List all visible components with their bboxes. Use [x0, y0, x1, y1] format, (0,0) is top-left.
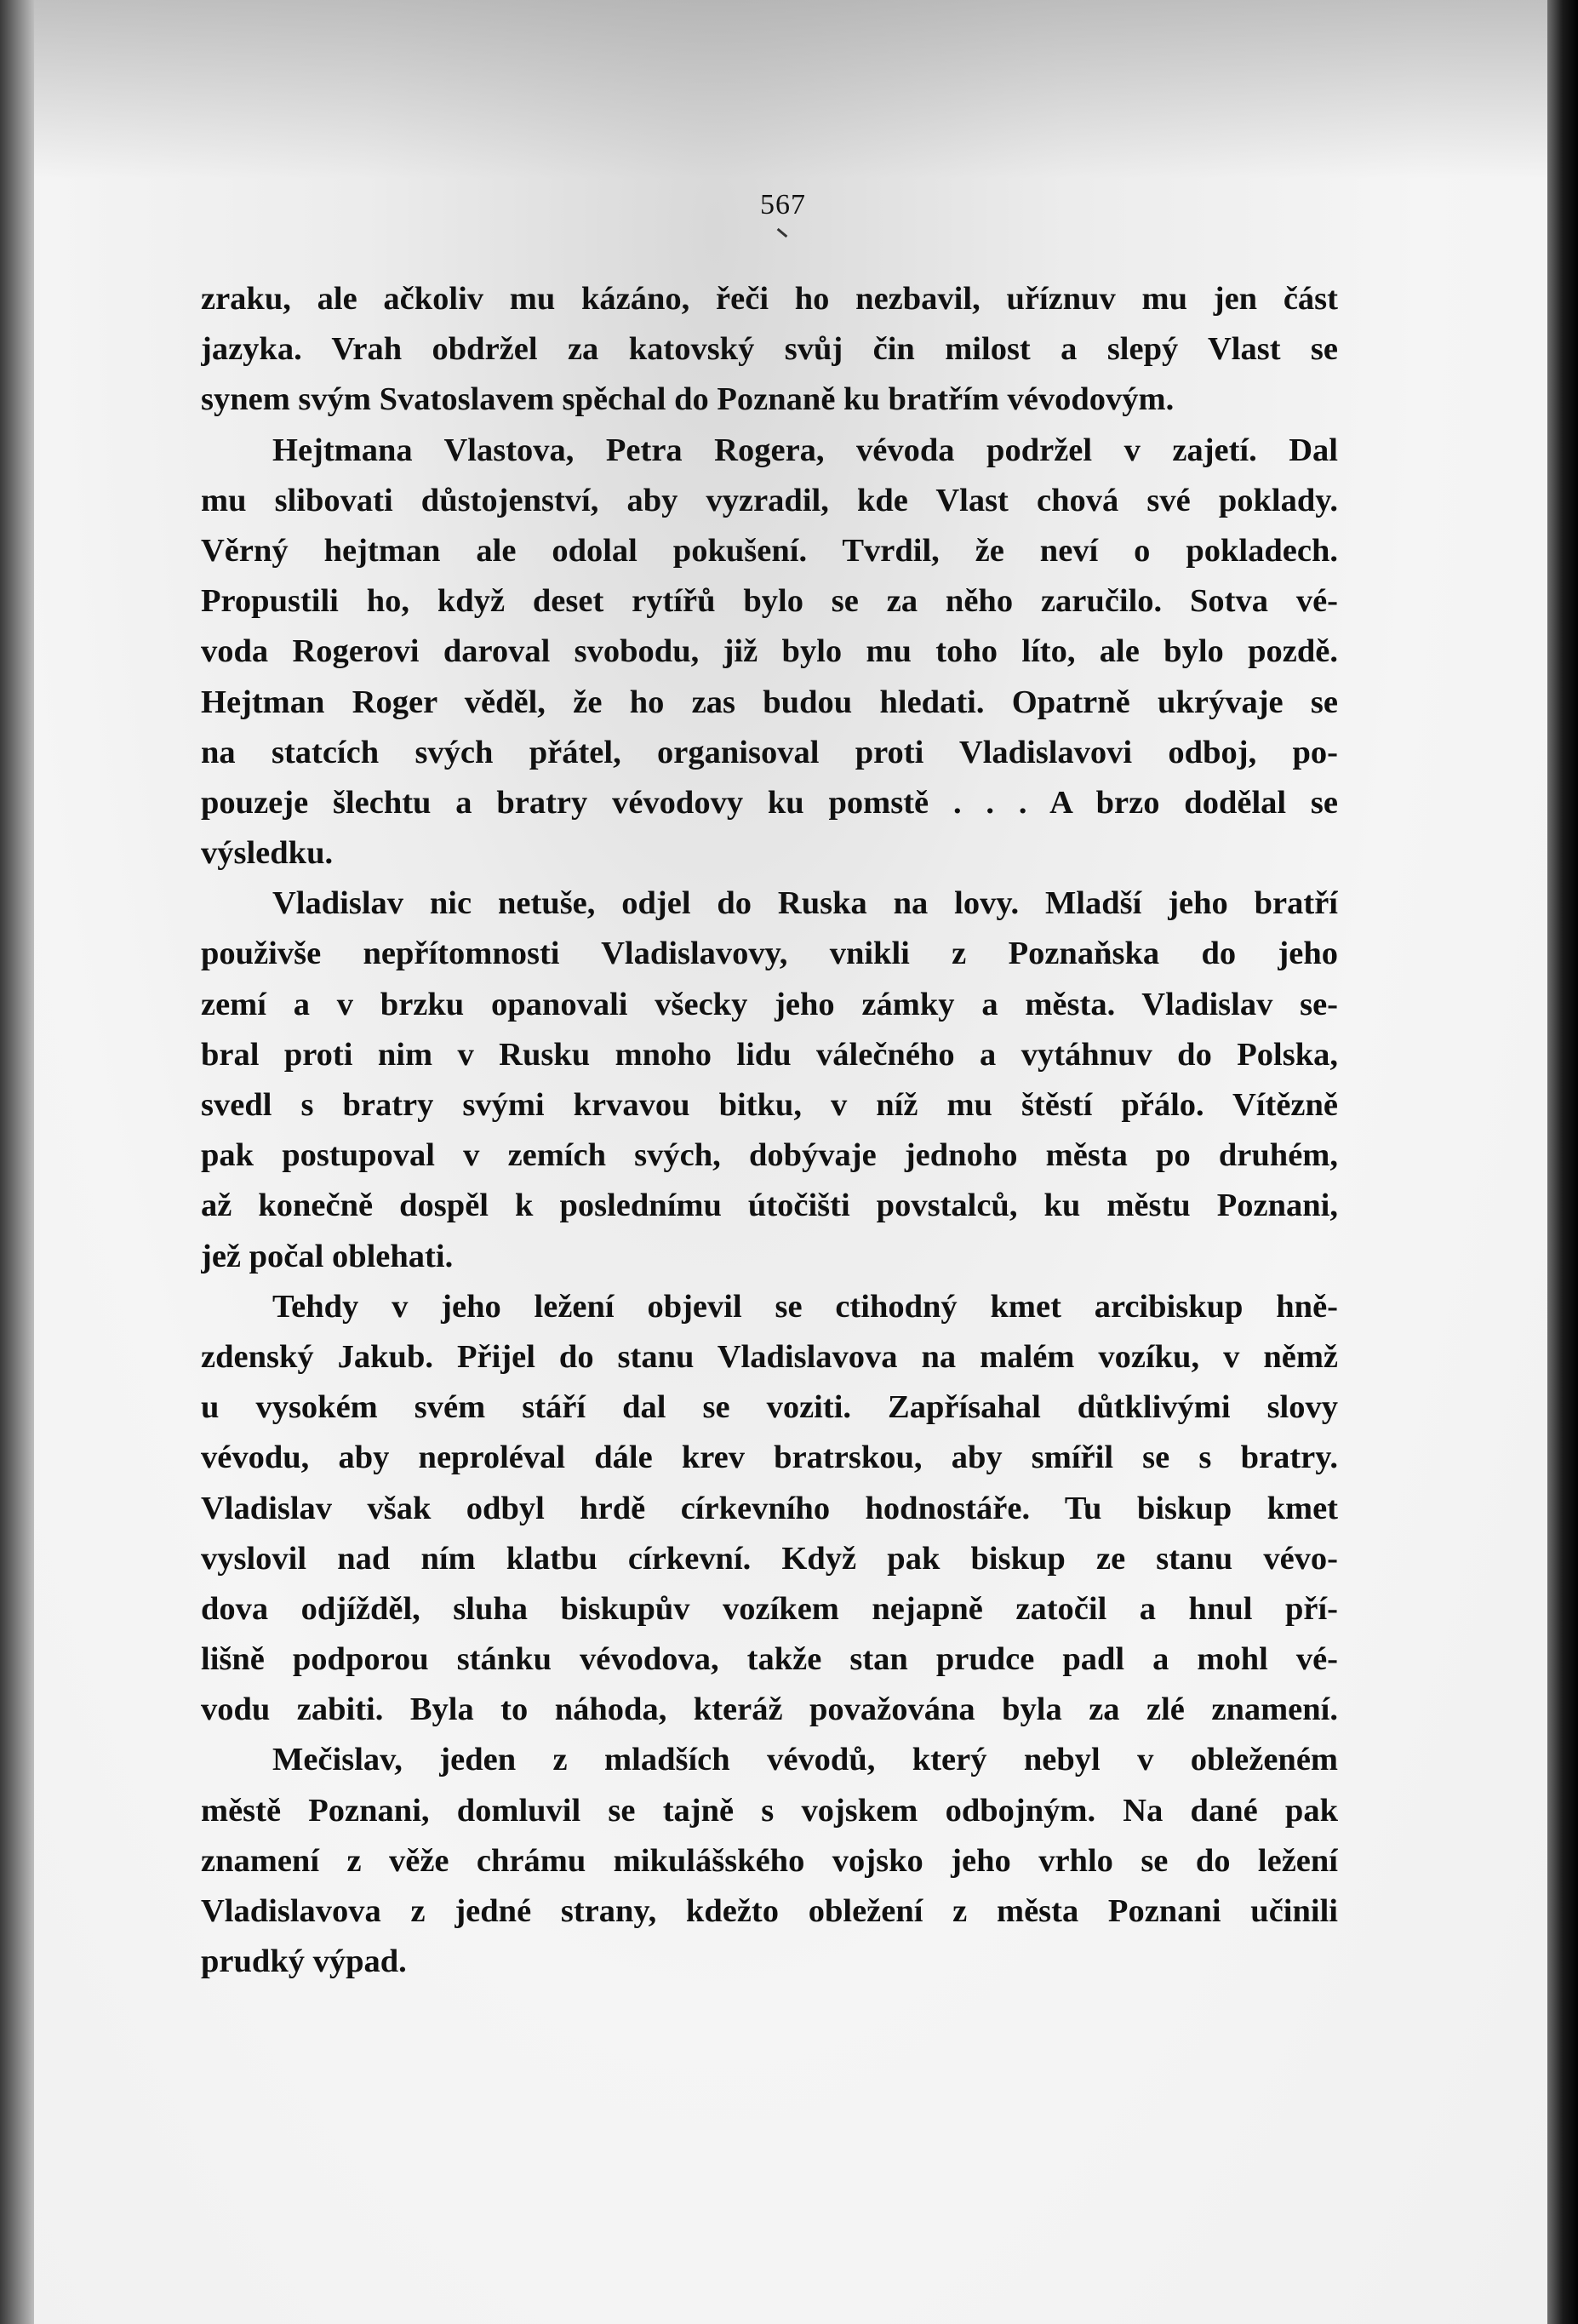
body-text — [201, 274, 1338, 1987]
book-page — [34, 0, 1547, 2324]
text-line: zraku, ale ačkoliv mu kázáno, řeči ho nezbavil, uříznuv mu jen část — [201, 281, 1338, 317]
text-line: použivše nepřítomnosti Vladislavovy, vnikli z Poznaňska do jeho — [201, 936, 1338, 972]
page-top-shade — [34, 0, 1547, 179]
text-line: u vysokém svém stáří dal se voziti. Zapřísahal důtklivými slovy — [201, 1389, 1338, 1426]
text-line: jež počal oblehati. — [201, 1238, 454, 1274]
text-line: Hejtman Roger věděl, že ho zas budou hledati. Opatrně ukrývaje se — [201, 684, 1338, 720]
text-line: Tehdy v jeho ležení objevil se ctihodný kmet arcibiskup hně- — [272, 1288, 1338, 1325]
text-line: Vladislav však odbyl hrdě církevního hodnostáře. Tu biskup kmet — [201, 1490, 1338, 1526]
text-line: pouzeje šlechtu a bratry vévodovy ku pomstě . . . A brzo dodělal se — [201, 784, 1338, 821]
text-line: městě Poznani, domluvil se tajně s vojskem odbojným. Na dané pak — [201, 1792, 1338, 1829]
page-number: 567 — [760, 189, 806, 220]
text-line: znamení z věže chrámu mikulášského vojsko jeho vrhlo se do ležení — [201, 1842, 1338, 1879]
text-line: pak postupoval v zemích svých, dobývaje jednoho města po druhém, — [201, 1137, 1338, 1174]
text-line: Hejtmana Vlastova, Petra Rogera, vévoda podržel v zajetí. Dal — [272, 432, 1338, 468]
scan-edge-right — [1547, 0, 1578, 2324]
text-line: dova odjížděl, sluha biskupův vozíkem nejapně zatočil a hnul pří- — [201, 1590, 1338, 1627]
text-line: bral proti nim v Rusku mnoho lidu válečného a vytáhnuv do Polska, — [201, 1036, 1338, 1073]
text-line: synem svým Svatoslavem spěchal do Poznaně ku bratřím vévodovým. — [201, 381, 1175, 418]
text-line: Vladislav nic netuše, odjel do Ruska na lovy. Mladší jeho bratří — [272, 885, 1338, 922]
text-line: vodu zabiti. Byla to náhoda, kteráž považována byla za zlé znamení. — [201, 1691, 1338, 1728]
scan-edge-left — [0, 0, 34, 2324]
text-line: prudký výpad. — [201, 1943, 407, 1980]
text-line: na statcích svých přátel, organisoval proti Vladislavovi odboj, po- — [201, 734, 1338, 770]
text-line: jazyka. Vrah obdržel za katovský svůj čin milost a slepý Vlast se — [201, 331, 1338, 368]
text-line: Vladislavova z jedné strany, kdežto obležení z města Poznani učinili — [201, 1893, 1338, 1929]
page-mark — [777, 228, 788, 238]
text-line: svedl s bratry svými krvavou bitku, v níž mu štěstí přálo. Vítězně — [201, 1087, 1338, 1123]
text-line: Propustili ho, když deset rytířů bylo se za něho zaručilo. Sotva vé- — [201, 583, 1338, 620]
text-line: výsledku. — [201, 835, 334, 872]
text-line: až konečně dospěl k poslednímu útočišti povstalců, ku městu Poznani, — [201, 1188, 1338, 1224]
text-line: mu slibovati důstojenství, aby vyzradil, kde Vlast chová své poklady. — [201, 482, 1338, 518]
text-line: zemí a v brzku opanovali všecky jeho zámky a města. Vladislav se- — [201, 986, 1338, 1022]
text-line: zdenský Jakub. Přijel do stanu Vladislavova na malém vozíku, v němž — [201, 1338, 1338, 1375]
text-line: Věrný hejtman ale odolal pokušení. Tvrdil, že neví o pokladech. — [201, 532, 1338, 569]
text-line: vyslovil nad ním klatbu církevní. Když pak biskup ze stanu vévo- — [201, 1540, 1338, 1577]
text-line: vévodu, aby neproléval dále krev bratrskou, aby smířil se s bratry. — [201, 1440, 1338, 1476]
text-line: Mečislav, jeden z mladších vévodů, který nebyl v obleženém — [272, 1742, 1338, 1778]
text-line: lišně podporou stánku vévodova, takže stan prudce padl a mohl vé- — [201, 1641, 1338, 1678]
text-line: voda Rogerovi daroval svobodu, již bylo mu toho líto, ale bylo pozdě. — [201, 633, 1338, 670]
